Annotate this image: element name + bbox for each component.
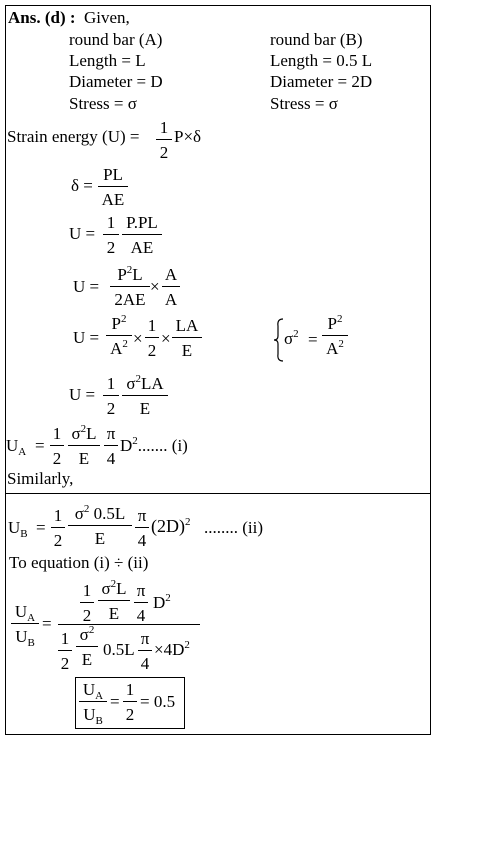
strain-energy-label: Strain energy (U) =: [7, 127, 140, 146]
delta-lhs: δ =: [71, 176, 93, 195]
ub-tail: $(2D)^2$: [151, 516, 191, 536]
strain-energy-fraction: $\frac{1}{2}$: [156, 119, 172, 161]
ua-eq: =: [35, 436, 45, 455]
ua-sigma-fraction: $\frac{\sigma^2L}{E}$: [68, 425, 100, 467]
result-lhs: $\frac{U_A}{U_B}$: [79, 681, 107, 723]
u4-fraction: $\frac{\sigma^2LA}{E}$: [122, 375, 168, 417]
ratio-bot-pi-fraction: $\frac{\pi}{4}$: [138, 630, 152, 672]
u4-lhs: U =: [69, 385, 96, 404]
ub-eq: =: [36, 518, 46, 537]
bar-a-length: Length = L: [69, 51, 146, 70]
given-label: Given,: [84, 8, 130, 27]
sigma-sq-fraction: $\frac{P^2}{A^2}$: [322, 315, 348, 357]
ratio-top-tail: $D^2$: [153, 592, 171, 612]
ub-ref: ........ (ii): [204, 518, 264, 537]
u2-fraction: $\frac{P^2L}{2AE}$: [110, 266, 150, 308]
ratio-bot-half: $\frac{1}{2}$: [58, 630, 72, 672]
u3-times-1: ×: [133, 329, 143, 348]
ub-pi-fraction: $\frac{\pi}{4}$: [135, 507, 149, 549]
similarly-text: Similarly,: [7, 469, 74, 488]
bar-a-title: round bar (A): [69, 30, 163, 49]
left-brace-icon: [274, 318, 284, 362]
ratio-eq: =: [42, 614, 52, 633]
sigma-sq-eq: =: [308, 330, 318, 349]
u1-lhs: U =: [69, 224, 96, 243]
bar-b-diameter: Diameter = 2D: [270, 72, 373, 91]
ub-lhs: $U_B$: [8, 518, 28, 540]
ratio-bot-tail: $\times 4D^2$: [154, 639, 190, 659]
u2-times: ×: [150, 277, 160, 296]
ua-pi-fraction: $\frac{\pi}{4}$: [104, 425, 118, 467]
ratio-lhs: $\frac{U_A}{U_B}$: [11, 603, 39, 645]
to-equation-text: To equation (i) ÷ (ii): [9, 553, 149, 572]
ua-half: $\frac{1}{2}$: [50, 425, 64, 467]
strain-energy-tail: P×δ: [174, 127, 202, 146]
ratio-top-half: $\frac{1}{2}$: [80, 582, 94, 624]
u3-la-over-e: $\frac{LA}{E}$: [172, 317, 202, 359]
ratio-bot-sigma-fraction: $\frac{\sigma^2}{E}$: [76, 626, 98, 668]
u2-lhs: U =: [73, 277, 100, 296]
ua-lhs: $U_A$: [6, 436, 27, 458]
bar-a-diameter: Diameter = D: [69, 72, 163, 91]
bar-b-stress: Stress = σ: [270, 94, 338, 113]
ratio-top-pi-fraction: $\frac{\pi}{4}$: [134, 582, 148, 624]
ub-sigma-fraction: $\frac{\sigma^2 0.5L}{E}$: [68, 505, 132, 547]
bar-b-title: round bar (B): [270, 30, 363, 49]
u1-fraction: $\frac{P.PL}{AE}$: [122, 214, 162, 256]
answer-label: Ans. (d) :: [8, 8, 76, 27]
ub-half: $\frac{1}{2}$: [51, 507, 65, 549]
u1-half: $\frac{1}{2}$: [103, 214, 119, 256]
u3-p2-over-a2: $\frac{P^2}{A^2}$: [106, 315, 132, 357]
u2-a-over-a: $\frac{A}{A}$: [162, 266, 180, 308]
sigma-sq-lhs: $\sigma^2$: [284, 328, 299, 348]
bar-a-stress: Stress = σ: [69, 94, 137, 113]
u4-half: $\frac{1}{2}$: [103, 375, 119, 417]
u3-lhs: U =: [73, 328, 100, 347]
ua-tail: $D^2$....... (i): [120, 435, 188, 455]
ratio-bot-mid: 0.5L: [103, 640, 135, 659]
result-value: = 0.5: [140, 692, 176, 711]
u3-half: $\frac{1}{2}$: [145, 317, 159, 359]
result-half: $\frac{1}{2}$: [123, 681, 137, 723]
bar-b-length: Length = 0.5 L: [270, 51, 373, 70]
ratio-top-sigma-fraction: $\frac{\sigma^2L}{E}$: [98, 580, 130, 622]
result-eq-1: =: [110, 692, 120, 711]
u3-times-2: ×: [161, 329, 171, 348]
delta-fraction: $\frac{PL}{AE}$: [98, 166, 128, 208]
